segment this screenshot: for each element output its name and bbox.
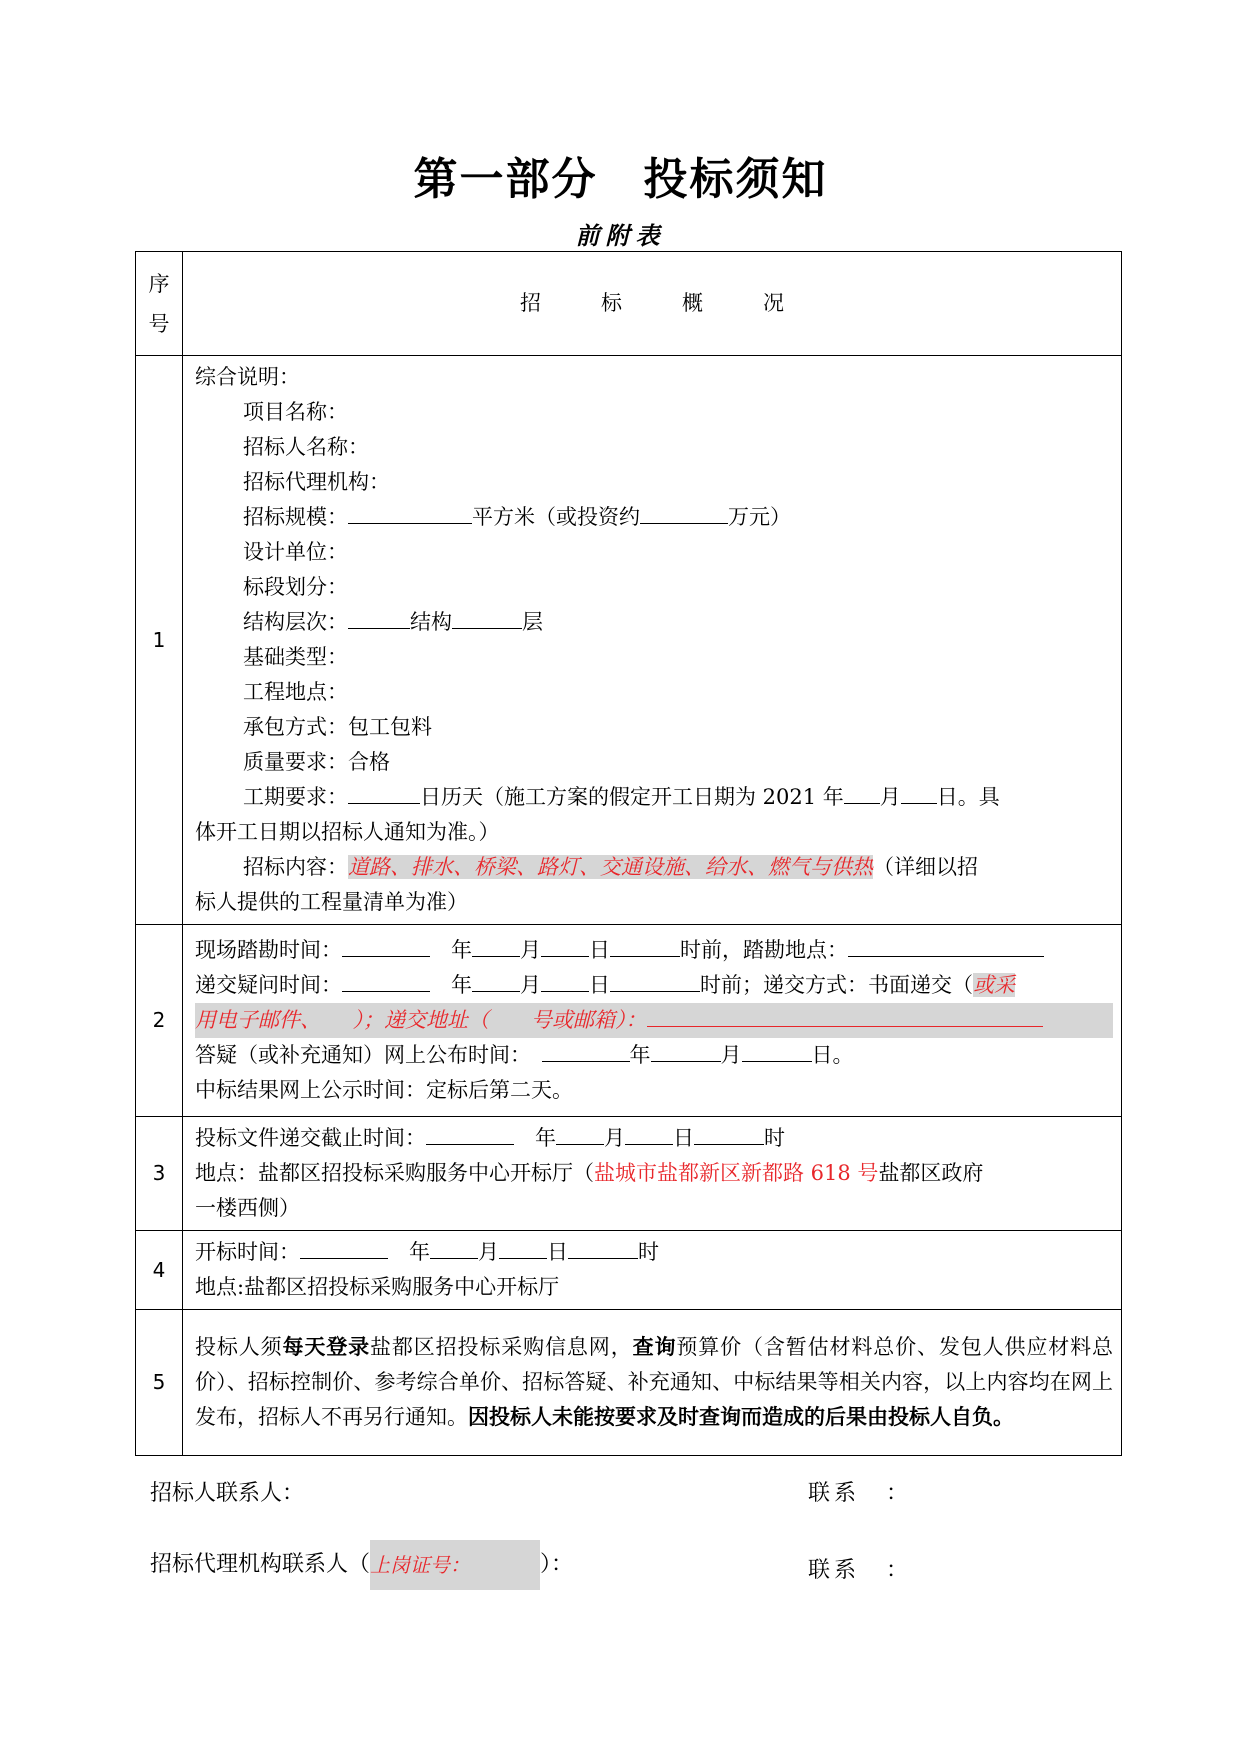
floors-blank (452, 606, 522, 629)
row-number-3: 3 (136, 1117, 183, 1231)
duration-day-word: 日。具 (936, 785, 1000, 809)
deadline-year-blank (426, 1122, 514, 1145)
notice-daily-login: 每天登录 (282, 1335, 371, 1359)
row-1-content (183, 356, 1122, 925)
question-day-blank (541, 969, 589, 992)
clarification-year-blank (542, 1039, 630, 1062)
section-division-field: 标段划分： (243, 575, 348, 599)
day-word: 日 (673, 1126, 694, 1150)
tender-scope-items: 道路、排水、桥梁、路灯、交通设施、给水、燃气与供热 (348, 855, 873, 879)
tender-scope-field (195, 850, 1113, 885)
tender-scope-continued: 标人提供的工程量清单为准） (195, 890, 468, 914)
floors-word: 层 (522, 610, 543, 634)
header-overview-label: 招标概况 (520, 291, 844, 315)
header-index-cell (136, 252, 183, 356)
clarification-day-blank (742, 1039, 812, 1062)
site-visit-year-blank (342, 934, 430, 957)
notice-query: 查询 (632, 1335, 677, 1359)
notice-text-2: 盐都区招投标采购信息网， (370, 1335, 633, 1359)
day-word: 日 (589, 938, 610, 962)
agency-contact-close: ）： (540, 1552, 574, 1577)
row-5-content (183, 1310, 1122, 1456)
submission-address-blank (647, 1004, 1043, 1027)
opening-location-line: 地点:盐都区招投标采购服务中心开标厅 (195, 1275, 560, 1299)
opening-time-label: 开标时间： (195, 1240, 300, 1264)
tenderer-name-field: 招标人名称： (243, 435, 369, 459)
award-publicity-line: 中标结果网上公示时间：定标后第二天。 (195, 1078, 573, 1102)
duration-text: 日历天（施工方案的假定开工日期为 2021 年 (420, 785, 844, 809)
structure-type-blank (348, 606, 410, 629)
row-number-1: 1 (136, 356, 183, 925)
start-month-blank (844, 781, 880, 804)
table-caption: 前附表 (575, 221, 666, 250)
bid-deadline-label: 投标文件递交截止时间： (195, 1126, 426, 1150)
notice-text-1: 投标人须 (195, 1335, 283, 1359)
tenderer-contact-phone-label: 联系 ： (808, 1481, 913, 1506)
table-row-4 (136, 1231, 1122, 1310)
year-word: 年 (535, 1126, 556, 1150)
start-day-blank (901, 781, 937, 804)
duration-label: 工期要求： (243, 785, 348, 809)
page-title: 第一部分 投标须知 (413, 154, 828, 205)
site-visit-location-blank (848, 934, 1044, 957)
certificate-number-label: 上岗证号： (370, 1553, 471, 1577)
site-visit-hour-blank (610, 934, 680, 957)
row-number-4: 4 (136, 1231, 183, 1310)
tender-scope-label: 招标内容： (243, 855, 348, 879)
clarification-label: 答疑（或补充通知）网上公布时间： (195, 1043, 521, 1067)
submission-method-label: 时前；递交方式：书面递交（ (700, 973, 973, 997)
day-word: 日 (589, 973, 610, 997)
year-word: 年 (451, 973, 472, 997)
scale-field (195, 500, 1113, 535)
deadline-day-blank (625, 1122, 673, 1145)
day-word: 日 (547, 1240, 568, 1264)
scale-investment-blank (640, 501, 728, 524)
question-submission-line (195, 968, 1113, 1003)
month-word: 月 (478, 1240, 499, 1264)
bid-location-label: 地点：盐都区招投标采购服务中心开标厅（ (195, 1161, 594, 1185)
bid-location-line (195, 1156, 1113, 1191)
month-word: 月 (879, 785, 901, 809)
opening-time-line (195, 1235, 1113, 1270)
scale-unit-label: 平方米（或投资约 (472, 505, 640, 529)
project-location-field: 工程地点： (243, 680, 348, 704)
year-word: 年 (451, 938, 472, 962)
scale-investment-unit: 万元） (728, 505, 791, 529)
duration-days-blank (348, 781, 420, 804)
site-visit-location-label: 时前，踏勘地点： (680, 938, 848, 962)
hour-word: 时 (764, 1126, 785, 1150)
month-word: 月 (720, 1043, 742, 1067)
table-row-2 (136, 925, 1122, 1117)
site-visit-label: 现场踏勘时间： (195, 938, 342, 962)
opening-day-blank (499, 1236, 547, 1259)
site-visit-month-blank (472, 934, 520, 957)
agency-contact-phone-label: 联系 ： (808, 1558, 913, 1583)
quality-requirement-field: 质量要求：合格 (243, 750, 390, 774)
project-name-field: 项目名称： (243, 400, 348, 424)
year-word: 年 (409, 1240, 430, 1264)
header-index-char-1: 序 (148, 271, 170, 296)
agency-field: 招标代理机构： (243, 470, 390, 494)
notice-text-3: 预算价（含暂估材料总价、发包人供应材料总价）、招标控制价、参考综合单价、招标答疑、补充通知、中标结果等相关内容，以上内容均在网上发布，招标人不再另行通知。 (195, 1335, 1114, 1429)
certificate-number-box (370, 1540, 540, 1590)
submission-method-option: 或采 (973, 973, 1015, 997)
agency-contact-label: 招标代理机构联系人（ (150, 1552, 371, 1577)
clarification-publish-line (195, 1038, 1113, 1073)
structure-label: 结构层次： (243, 610, 348, 634)
submission-address-line (195, 1003, 1113, 1038)
deadline-month-blank (556, 1122, 604, 1145)
year-word: 年 (629, 1043, 651, 1067)
contract-method-field: 承包方式：包工包料 (243, 715, 432, 739)
site-visit-day-blank (541, 934, 589, 957)
tenderer-contact-label: 招标人联系人： (150, 1481, 305, 1506)
row-number-2: 2 (136, 925, 183, 1117)
scale-area-blank (348, 501, 472, 524)
row-3-content (183, 1117, 1122, 1231)
month-word: 月 (604, 1126, 625, 1150)
month-word: 月 (520, 938, 541, 962)
foundation-type-field: 基础类型： (243, 645, 348, 669)
day-word: 日。 (811, 1043, 854, 1067)
general-description-label: 综合说明： (195, 365, 300, 389)
hour-word: 时 (638, 1240, 659, 1264)
opening-hour-blank (568, 1236, 638, 1259)
scale-label: 招标规模： (243, 505, 348, 529)
notice-disclaimer: 因投标人未能按要求及时查询而造成的后果由投标人自负。 (468, 1405, 1014, 1429)
table-row-1 (136, 356, 1122, 925)
front-attachment-table (135, 251, 1122, 1456)
bid-location-building: 盐都区政府 (878, 1161, 984, 1185)
bid-deadline-line (195, 1121, 1113, 1156)
structure-field (195, 605, 1113, 640)
site-visit-line (195, 933, 1113, 968)
question-time-label: 递交疑问时间： (195, 973, 342, 997)
bid-location-continued: 一楼西侧） (195, 1196, 300, 1220)
header-overview-cell (183, 252, 1122, 356)
submission-address-text: 用电子邮件、 ）；递交地址（ 号或邮箱）： (195, 1008, 647, 1032)
table-row-3 (136, 1117, 1122, 1231)
row-4-content (183, 1231, 1122, 1310)
row-2-content (183, 925, 1122, 1117)
table-row-5 (136, 1310, 1122, 1456)
table-header-row (136, 252, 1122, 356)
duration-continued: 体开工日期以招标人通知为准。） (195, 820, 500, 844)
agency-contact-line (150, 1540, 573, 1590)
opening-month-blank (430, 1236, 478, 1259)
question-hour-blank (610, 969, 700, 992)
opening-year-blank (300, 1236, 388, 1259)
structure-word: 结构 (410, 610, 452, 634)
deadline-hour-blank (694, 1122, 764, 1145)
design-unit-field: 设计单位： (243, 540, 348, 564)
question-year-blank (342, 969, 430, 992)
row-number-5: 5 (136, 1310, 183, 1456)
tender-scope-note: （详细以招 (873, 855, 978, 879)
bid-location-address: 盐城市盐都新区新都路 618 号 (594, 1161, 879, 1185)
header-index-char-2: 号 (148, 311, 170, 336)
month-word: 月 (520, 973, 541, 997)
duration-field (195, 780, 1113, 815)
clarification-month-blank (651, 1039, 721, 1062)
question-month-blank (472, 969, 520, 992)
